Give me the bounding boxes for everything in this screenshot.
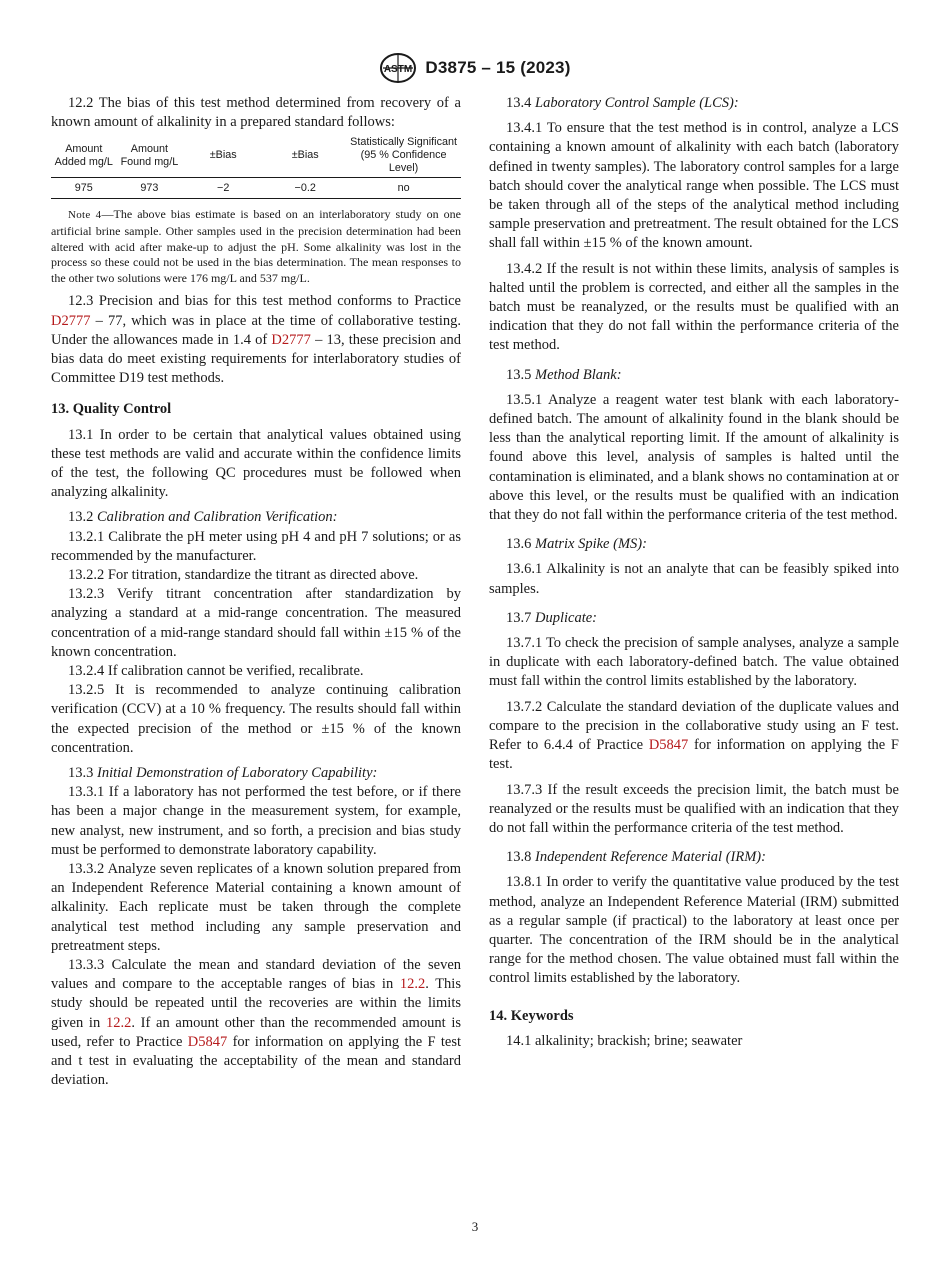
para-13-4-2: 13.4.2 If the result is not within these limits, analysis of samples is halted until the problem is corrected, and either all the samples in the batch must be reanalyzed, or the results must be qualified with an indication that they do not fall within the performance criteria of the test method. <box>489 260 899 354</box>
link-d5847[interactable]: D5847 <box>648 737 689 754</box>
subsection-title: Independent Reference Material (IRM): <box>535 849 766 866</box>
para-13-7-3: 13.7.3 If the result exceeds the precision limit, the batch must be reanalyzed or the results must be qualified with an indication that they do not fall within the performance criteria of the test method. <box>489 781 899 836</box>
page-header <box>0 50 950 86</box>
table-header: Statistically Significant (95 % Confidence Level) <box>346 136 461 178</box>
table-cell: 975 <box>51 178 117 199</box>
para-13-6-1: 13.6.1 Alkalinity is not an analyte that can be feasibly spiked into samples. <box>489 561 899 597</box>
text-run: 12.3 Precision and bias for this test method conforms to Practice <box>68 293 461 310</box>
table-header: Amount Added mg/L <box>51 136 117 178</box>
subsection-title: Matrix Spike (MS): <box>535 536 647 553</box>
logo-text: ASTM <box>384 64 413 75</box>
text-run: . If an amount other than the recommended amount is used, refer to Practice <box>51 1014 461 1050</box>
table-header: ±Bias <box>182 136 264 178</box>
para-13-1: 13.1 In order to be certain that analytical values obtained using these test methods are valid and accurate within the confidence limits of the test, the following QC procedures must be followed when analyzing alkalinity. <box>51 426 461 501</box>
table-cell: 973 <box>117 178 183 199</box>
left-column <box>51 94 461 1091</box>
text-run: 13.4 <box>506 95 535 111</box>
text-run: 13.6 <box>506 536 535 553</box>
note-4 <box>51 207 461 286</box>
text-run: . This study should be repeated until the recoveries are within the limits given in <box>51 976 461 1031</box>
para-13-5-1: 13.5.1 Analyze a reagent water test blank with each laboratory-defined batch. The amount of alkalinity found in the blank should be less than the analytical reporting limit. If the amount of alkalinity is found above this level, analysis of samples is halted until the contamination is eliminated, and a blank shows no contamination at or above this level, or the results must be qualified with an indication that they do not fall within the performance criteria of the test method. <box>489 391 899 524</box>
subsection-title: Initial Demonstration of Laboratory Capability: <box>97 765 378 782</box>
note-label: Note 4 <box>68 209 102 222</box>
text-run: 13.3.3 Calculate the mean and standard deviation of the seven values and compare to the acceptable ranges of bias in <box>51 957 461 993</box>
para-13-2-4: 13.2.4 If calibration cannot be verified, recalibrate. <box>68 663 364 680</box>
text-run: for information on applying the F test. <box>489 737 899 773</box>
para-13-5 <box>489 366 899 385</box>
section-heading-14: 14. Keywords <box>489 1007 574 1024</box>
para-13-4-1: 13.4.1 To ensure that the test method is in control, analyze a LCS containing a known amount of alkalinity with each batch (laboratory defined in twenty samples). The laboratory control samples for a large batch should cover the analytical range when possible. The LCS must be taken through all of the steps of the analytical method including sample preservation and pretreatment. The result obtained for the LCS shall fall within ±15 % of the known amount. <box>489 120 899 252</box>
para-13-3-1: 13.3.1 If a laboratory has not performed the test before, or if there has been a major change in the measurement system, for example, new analyst, new instrument, and so forth, a precision and bias study must be performed to demonstrate laboratory capability. <box>51 784 461 858</box>
right-column <box>489 94 899 1051</box>
link-12-2[interactable]: 12.2 <box>105 1014 132 1031</box>
para-13-2-3: 13.2.3 Verify titrant concentration after standardization by analyzing a standard at a mid-range concentration. The measured concentration of a mid-range standard should fall within ±15 % of the known concentration. <box>51 586 461 660</box>
text-run: 13.7 <box>506 609 535 626</box>
para-13-2-1: 13.2.1 Calibrate the pH meter using pH 4 and pH 7 solutions; or as recommended by the manufacturer. <box>51 528 461 564</box>
text-run: – 77, which was in place at the time of collaborative testing. Under the allowances made in 1.4 of <box>51 312 461 348</box>
astm-logo-icon <box>379 52 417 84</box>
link-d5847[interactable]: D5847 <box>187 1033 228 1050</box>
text-run: 13.8 <box>506 849 535 866</box>
page-number: 3 <box>471 1219 479 1234</box>
text-run: 13.2 <box>68 509 97 526</box>
subsection-title: Duplicate: <box>535 609 598 626</box>
bias-table <box>51 136 461 199</box>
para-13-6 <box>489 535 899 554</box>
table-row <box>51 178 461 199</box>
para-12-3 <box>51 292 461 388</box>
link-d2777[interactable]: D2777 <box>271 331 311 348</box>
table-cell: −0.2 <box>264 178 346 199</box>
text-run: 13.5 <box>506 366 535 383</box>
para-13-3-2: 13.3.2 Analyze seven replicates of a known solution prepared from an Independent Reference Material containing a known amount of alkalinity. Each replicate must be taken through the complete analytical test method including any sample preservation and pretreatment steps. <box>51 861 461 954</box>
para-13-3-3 <box>51 956 461 1090</box>
document-id: D3875 – 15 (2023) <box>425 58 571 77</box>
subsection-title: Method Blank: <box>535 366 622 383</box>
text-run: 13.3 <box>68 765 97 782</box>
para-13-7 <box>489 609 899 628</box>
table-header: Amount Found mg/L <box>117 136 183 178</box>
text-run: – 13, these precision and bias data do meet existing requirements for interlaboratory studies of Committee D19 test methods. <box>51 331 461 387</box>
link-12-2[interactable]: 12.2 <box>399 976 426 993</box>
para-13-2-2: 13.2.2 For titration, standardize the titrant as directed above. <box>68 567 419 584</box>
para-13-8-1: 13.8.1 In order to verify the quantitative value produced by the test method, analyze an Independent Reference Material (IRM) submitted as a regular sample (if practical) to the laboratory at least once per quarter. The concentration of the IRM should be in the analytical range for the method chosen. The value obtained must fall within the control limits established by the laboratory. <box>489 874 899 987</box>
table-header: ±Bias <box>264 136 346 178</box>
text-run: for information on applying the F test and t test in evaluating the acceptability of the mean and standard deviation. <box>51 1033 461 1089</box>
para-14-1: 14.1 alkalinity; brackish; brine; seawater <box>506 1032 743 1049</box>
note-text: —The above bias estimate is based on an interlaboratory study on one artificial brine sample. Other samples used in the precision determination had been altered with acid after make-up to adjust the pH. Some alkalinity was lost in the process so these could not be used in the bias determination. The mean responses to the other two solutions were 176 mg/L and 537 mg/L. <box>51 207 461 285</box>
subsection-title: Laboratory Control Sample (LCS): <box>535 95 739 111</box>
para-13-7-1: 13.7.1 To check the precision of sample analyses, analyze a sample in duplicate with each laboratory-defined batch. The value obtained must fall within the control limits established by the laboratory. <box>489 635 899 690</box>
para-13-2-5: 13.2.5 It is recommended to analyze continuing calibration verification (CCV) at a 10 % frequency. The results should fall within the expected precision of the method or ±15 % of the known concentration. <box>51 682 461 756</box>
link-d2777[interactable]: D2777 <box>51 312 91 329</box>
para-13-8 <box>489 848 899 867</box>
section-heading-13: 13. Quality Control <box>51 401 172 418</box>
table-cell: −2 <box>182 178 264 199</box>
para-12-2: 12.2 The bias of this test method determined from recovery of a known amount of alkalinity in a prepared standard follows: <box>51 95 461 131</box>
para-13-7-2 <box>489 698 899 775</box>
para-13-4 <box>489 94 899 113</box>
text-run: 13.7.2 Calculate the standard deviation of the duplicate values and compare to the precision in the collaborative study using an F test. Refer to 6.4.4 of Practice <box>489 698 899 754</box>
subsection-title: Calibration and Calibration Verification: <box>97 509 338 526</box>
para-13-2 <box>51 508 461 527</box>
para-13-3 <box>51 764 461 783</box>
table-cell: no <box>346 178 461 199</box>
